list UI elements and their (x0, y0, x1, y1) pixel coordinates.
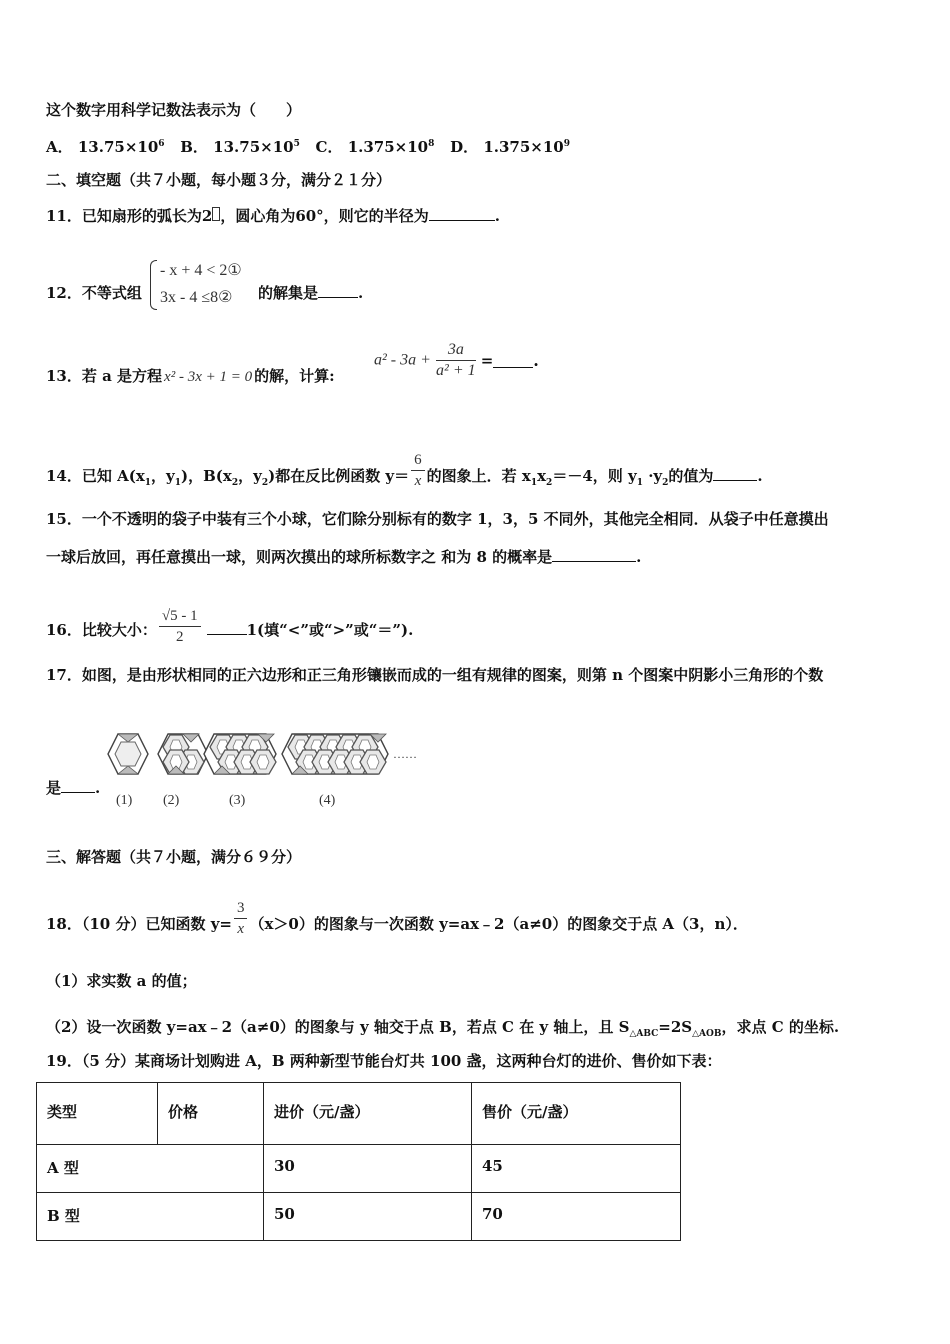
option-d: D． $1.375\times 10^9$ (450, 138, 570, 156)
option-c: C． $1.375\times 10^8$ (315, 138, 435, 156)
q17-line1: 17．如图，是由形状相同的正六边形和正三角形镶嵌而成的一组有规律的图案，则第 n 个图案中阴影小三角形的个数 (46, 666, 824, 684)
pattern-label-2: (2) (163, 793, 180, 808)
pattern-2 (158, 734, 208, 774)
q13: 13．若 a 是方程 x² - 3x + 1 = 0 的解，计算: (46, 367, 335, 385)
hexagon-pattern-figure (106, 730, 426, 820)
pattern-1 (108, 734, 148, 774)
q19-stem: 19．（5 分）某商场计划购进 A，B 两种新型节能台灯共 100 盏，这两种台灯的进价、售价如下表： (46, 1052, 722, 1070)
header-cost: 进价（元/盏） (264, 1083, 472, 1145)
q13-equation: x² - 3x + 1 = 0 (164, 369, 253, 385)
q17-line2: 是 . (46, 779, 101, 797)
q12: 12．不等式组 (46, 284, 142, 302)
answer-blank[interactable] (61, 778, 95, 793)
q12-ineq-1: - x + 4 < 2① (160, 262, 242, 279)
pattern-4 (282, 734, 388, 774)
price-table (36, 1082, 681, 1241)
q14-fraction: $\frac{6}{x}$ (411, 450, 425, 491)
q12-tail: 的解集是 . (258, 284, 364, 302)
q18: 18．（10 分）已知函数 y= $\frac{3}{x}$ （x＞0）的图象与一次函数 y=ax﹣2（a≠0）的图象交于点 A（3，n）． (46, 900, 748, 937)
ellipsis: …… (393, 747, 417, 761)
q13-expression: a² - 3a + $\frac{3a}{\text{a² + 1}}$ = . (374, 341, 539, 379)
q18-part1: （1）求实数 a 的值； (46, 972, 197, 990)
q18-part2: （2）设一次函数 y=ax﹣2（a≠0）的图象与 y 轴交于点 B，若点 C 在 y 轴上，且 $S_{\triangle ABC}=2S_{\triangle AOB}$，求点 C 的坐标. (46, 1018, 840, 1039)
header-price: 价格 (158, 1083, 264, 1145)
q13-fraction: $\frac{3a}{\text{a² + 1}}$ (436, 341, 476, 379)
q10-stem: 这个数字用科学记数法表示为（ ） (46, 101, 302, 119)
pattern-3 (204, 734, 276, 774)
pattern-label-1: (1) (116, 793, 133, 808)
header-sale: 售价（元/盏） (472, 1083, 681, 1145)
answer-blank[interactable] (493, 353, 533, 368)
option-a: A． $13.75\times 10^6$ (46, 138, 165, 156)
table-header-row (37, 1083, 681, 1145)
option-b: B． $13.75\times 10^5$ (180, 138, 300, 156)
q11: 11．已知扇形的弧长为2 ，圆心角为60°，则它的半径为 . (46, 207, 500, 225)
q10-options (46, 134, 570, 157)
pattern-label-4: (4) (319, 793, 336, 808)
section3-title: 三、解答题（共７小题，满分６９分） (46, 848, 302, 866)
q18-fraction: $\frac{3}{x}$ (234, 898, 248, 939)
q15-line2: 一球后放回，再任意摸出一球，则两次摸出的球所标数字之 和为 8 的概率是 . (46, 548, 642, 566)
q15-line1: 15．一个不透明的袋子中装有三个小球，它们除分别标有的数字 1，3，5 不同外，其他完全相同．从袋子中任意摸出 (46, 510, 829, 528)
brace-icon (150, 260, 157, 310)
q12-ineq-2: 3x - 4 ≤8② (160, 289, 233, 306)
header-type: 类型 (37, 1083, 158, 1145)
pattern-label-3: (3) (229, 793, 246, 808)
answer-blank[interactable] (713, 466, 757, 481)
section2-title: 二、填空题（共７小题，每小题３分，满分２１分） (46, 171, 392, 189)
table-row: B 型 50 70 (37, 1193, 681, 1241)
answer-blank[interactable] (552, 547, 636, 562)
q16: 16．比较大小： $\frac{√5 - 1}{2}$ 1(填“<”或“>”或“＝”). (46, 608, 414, 645)
q14: 14．已知 $A(x_1$，$y_1$)，$B(x_2$，$y_2$)都在反比例函数 y＝ $\frac{6}{x}$ 的图象上．若 $x_1x_2=-4$，则 $y_1 \cdot y_2$的值为 . (46, 452, 763, 489)
q16-fraction: $\frac{√5 - 1}{2}$ (159, 606, 201, 647)
answer-blank[interactable] (429, 206, 495, 221)
table-row: A 型 30 45 (37, 1145, 681, 1193)
answer-blank[interactable] (318, 283, 358, 298)
answer-blank[interactable] (207, 620, 247, 635)
